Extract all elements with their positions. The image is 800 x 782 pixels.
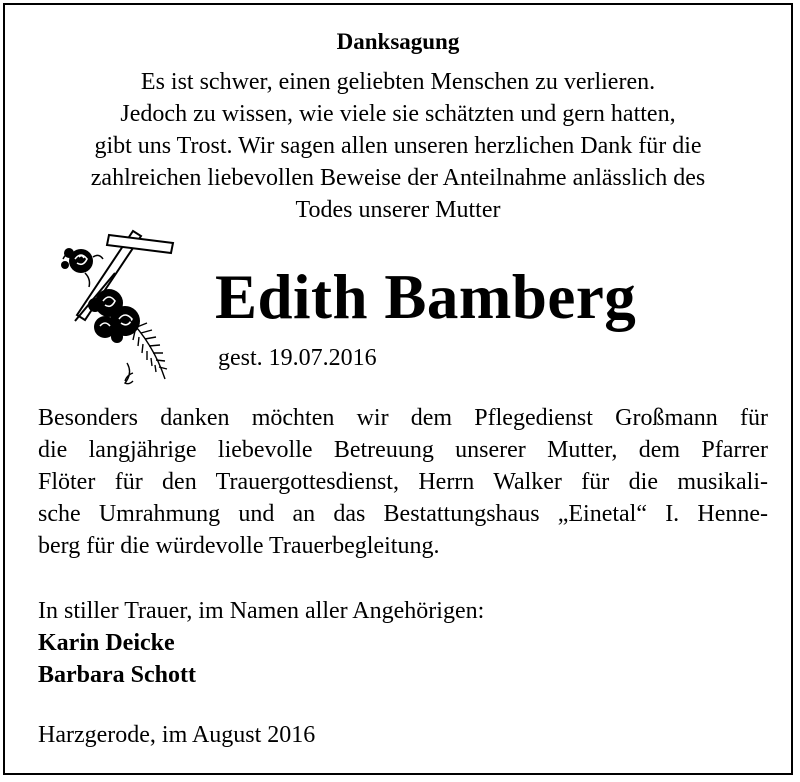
thanks-line: berg für die würdevolle Trauerbegleitung. [38,533,440,559]
thanks-line: Flöter für den Trauergottesdienst, Herrn Walker für die musikali- [38,469,768,495]
thanks-paragraph [38,402,768,562]
thanks-line: die langjährige liebevolle Betreuung unserer Mutter, dem Pfarrer [38,437,768,463]
intro-line: gibt uns Trost. Wir sagen allen unseren herzlichen Dank für die [94,133,702,159]
intro-line: Todes unserer Mutter [295,197,501,223]
thanks-line: Besonders danken möchten wir dem Pflegedienst Großmann für [38,405,768,431]
mourner-name: Barbara Schott [38,662,196,688]
intro-line: Jedoch zu wissen, wie viele sie schätzten und gern hatten, [120,101,676,127]
cross-with-roses-icon [55,213,183,393]
mourners-block [38,595,484,691]
place-date: Harzgerode, im August 2016 [38,722,316,748]
mourner-name: Karin Deicke [38,630,175,656]
death-date: gest. 19.07.2016 [218,345,377,371]
intro-line: Es ist schwer, einen geliebten Menschen zu verlieren. [140,69,656,95]
deceased-name: Edith Bamberg [215,262,637,332]
intro-text [35,66,761,226]
obituary-card [3,3,793,775]
intro-line: zahlreichen liebevollen Beweise der Anteilnahme anlässlich des [90,165,706,191]
thanks-line: sche Umrahmung und an das Bestattungshaus „Einetal“ I. Henne- [38,501,768,527]
notice-title: Danksagung [336,29,460,54]
mourning-text: In stiller Trauer, im Namen aller Angehörigen: [38,598,485,624]
